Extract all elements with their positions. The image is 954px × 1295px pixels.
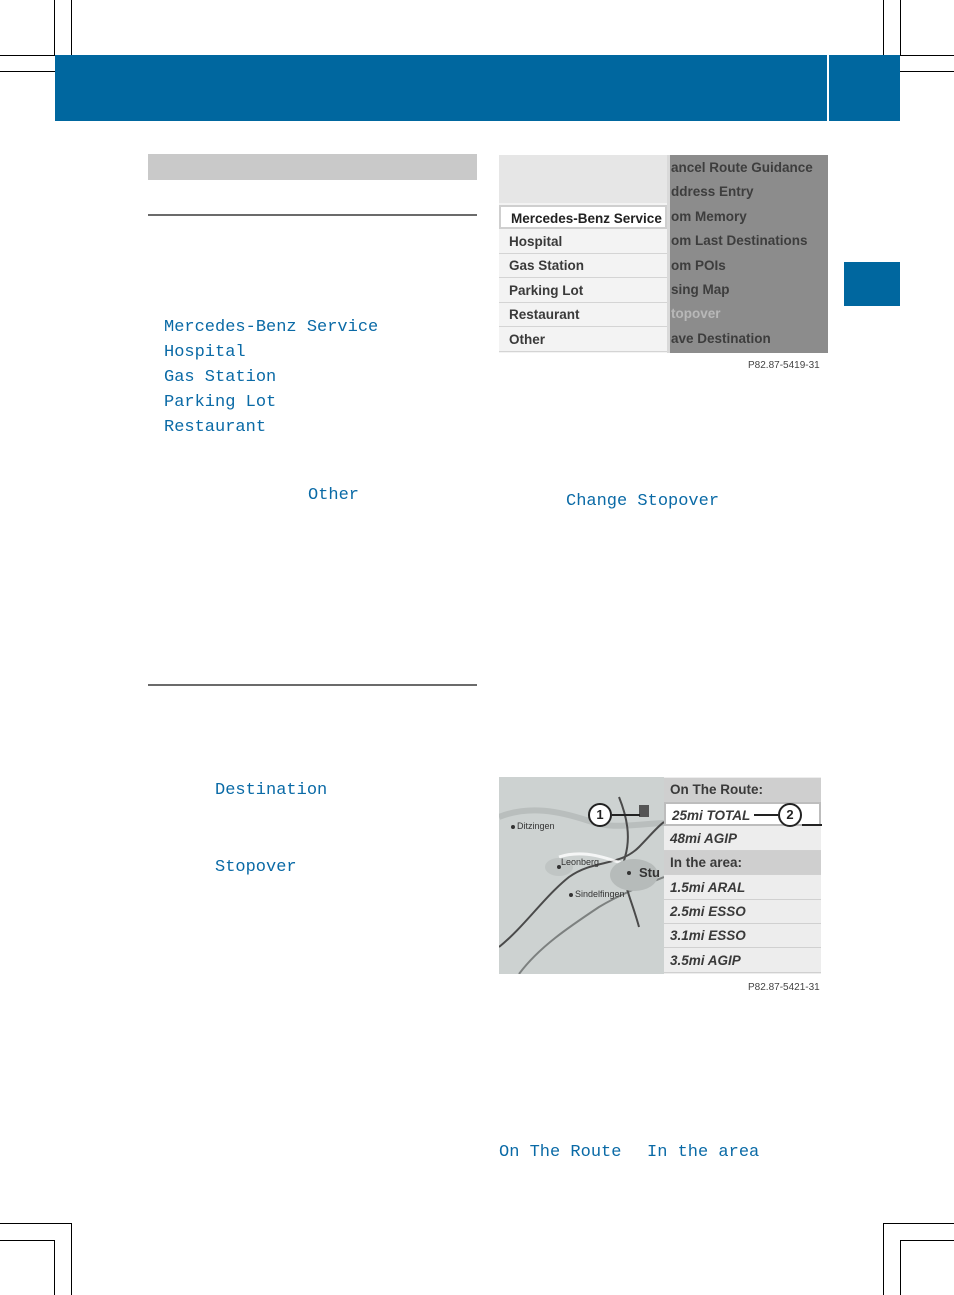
nav-menu-item[interactable]: om Last Destinations: [671, 233, 808, 249]
crop-mark: [54, 1240, 55, 1295]
gas-station-item[interactable]: 3.5mi AGIP: [664, 949, 821, 973]
crop-mark: [900, 1240, 954, 1241]
on-the-route-label: On The Route: [499, 1143, 622, 1162]
nav-menu-item[interactable]: ddress Entry: [671, 184, 754, 200]
nav-menu-item[interactable]: ave Destination: [671, 330, 771, 346]
poi-list-item[interactable]: Other: [499, 328, 667, 352]
nav-menu-item[interactable]: ancel Route Guidance: [671, 160, 813, 175]
poi-category-gas: Gas Station: [164, 368, 277, 387]
poi-category-mercedes: Mercedes-Benz Service: [164, 318, 379, 337]
crop-mark: [0, 1240, 55, 1241]
page-header-bar: [55, 55, 900, 121]
nav-menu-item[interactable]: om POIs: [671, 257, 726, 273]
in-the-area-label: In the area: [647, 1143, 760, 1162]
callout-line-2-tail: [802, 824, 822, 826]
poi-list-item[interactable]: Restaurant: [499, 303, 667, 327]
poi-category-hospital: Hospital: [164, 343, 246, 362]
crop-mark: [900, 55, 954, 56]
poi-map-screenshot: [499, 777, 829, 974]
destination-label: Destination: [215, 781, 328, 800]
gas-station-item[interactable]: 48mi AGIP: [664, 827, 821, 851]
map-label-leonberg: Leonberg: [561, 857, 600, 867]
nav-menu-item[interactable]: sing Map: [671, 282, 730, 297]
section-rule: [148, 214, 477, 216]
poi-list-item[interactable]: Gas Station: [499, 254, 667, 278]
poi-list-item[interactable]: Parking Lot: [499, 279, 667, 303]
gas-station-item[interactable]: 2.5mi ESSO: [664, 900, 821, 924]
crop-mark: [0, 55, 55, 56]
map-label-sindelfingen: Sindelfingen: [575, 889, 625, 899]
callout-2: 2: [778, 803, 802, 827]
stopover-label: Stopover: [215, 858, 297, 877]
poi-category-parking: Parking Lot: [164, 393, 277, 412]
nav-menu-item[interactable]: topover: [671, 306, 721, 322]
section-rule: [148, 684, 477, 686]
callout-line-2: [754, 814, 778, 816]
nav-menu-item[interactable]: om Memory: [671, 208, 747, 224]
gas-station-item[interactable]: 3.1mi ESSO: [664, 924, 821, 948]
section-heading-band: [148, 154, 477, 180]
header-divider: [827, 55, 829, 121]
other-label: Other: [308, 486, 360, 505]
figure-caption: P82.87-5421-31: [748, 982, 820, 993]
map-label-stuttgart: Stu: [639, 865, 660, 880]
poi-category-restaurant: Restaurant: [164, 418, 267, 437]
poi-list-item[interactable]: Mercedes-Benz Service: [499, 205, 667, 229]
gas-station-item[interactable]: 1.5mi ARAL: [664, 876, 821, 900]
scrollbar: [821, 777, 829, 974]
crop-mark: [0, 1223, 72, 1224]
poi-list-item[interactable]: Hospital: [499, 230, 667, 254]
change-stopover-label: Change Stopover: [566, 492, 720, 511]
crop-mark: [71, 1223, 72, 1295]
callout-1: 1: [588, 803, 612, 827]
crop-mark: [883, 1223, 884, 1295]
crop-mark: [54, 0, 55, 55]
crop-mark: [900, 1240, 901, 1295]
map-label-ditzingen: Ditzingen: [517, 821, 555, 831]
gas-station-item[interactable]: 25mi TOTAL: [664, 802, 821, 826]
callout-line-1: [612, 814, 640, 816]
menu-separator: [667, 155, 670, 353]
crop-mark: [900, 0, 901, 55]
list-group-header: On The Route:: [664, 778, 821, 802]
figure-caption: P82.87-5419-31: [748, 360, 820, 371]
chapter-tab: [844, 262, 900, 306]
poi-menu-screenshot: [499, 155, 828, 353]
crop-mark: [883, 1223, 954, 1224]
list-group-header: In the area:: [664, 851, 821, 875]
poi-list-blank: [499, 155, 667, 203]
